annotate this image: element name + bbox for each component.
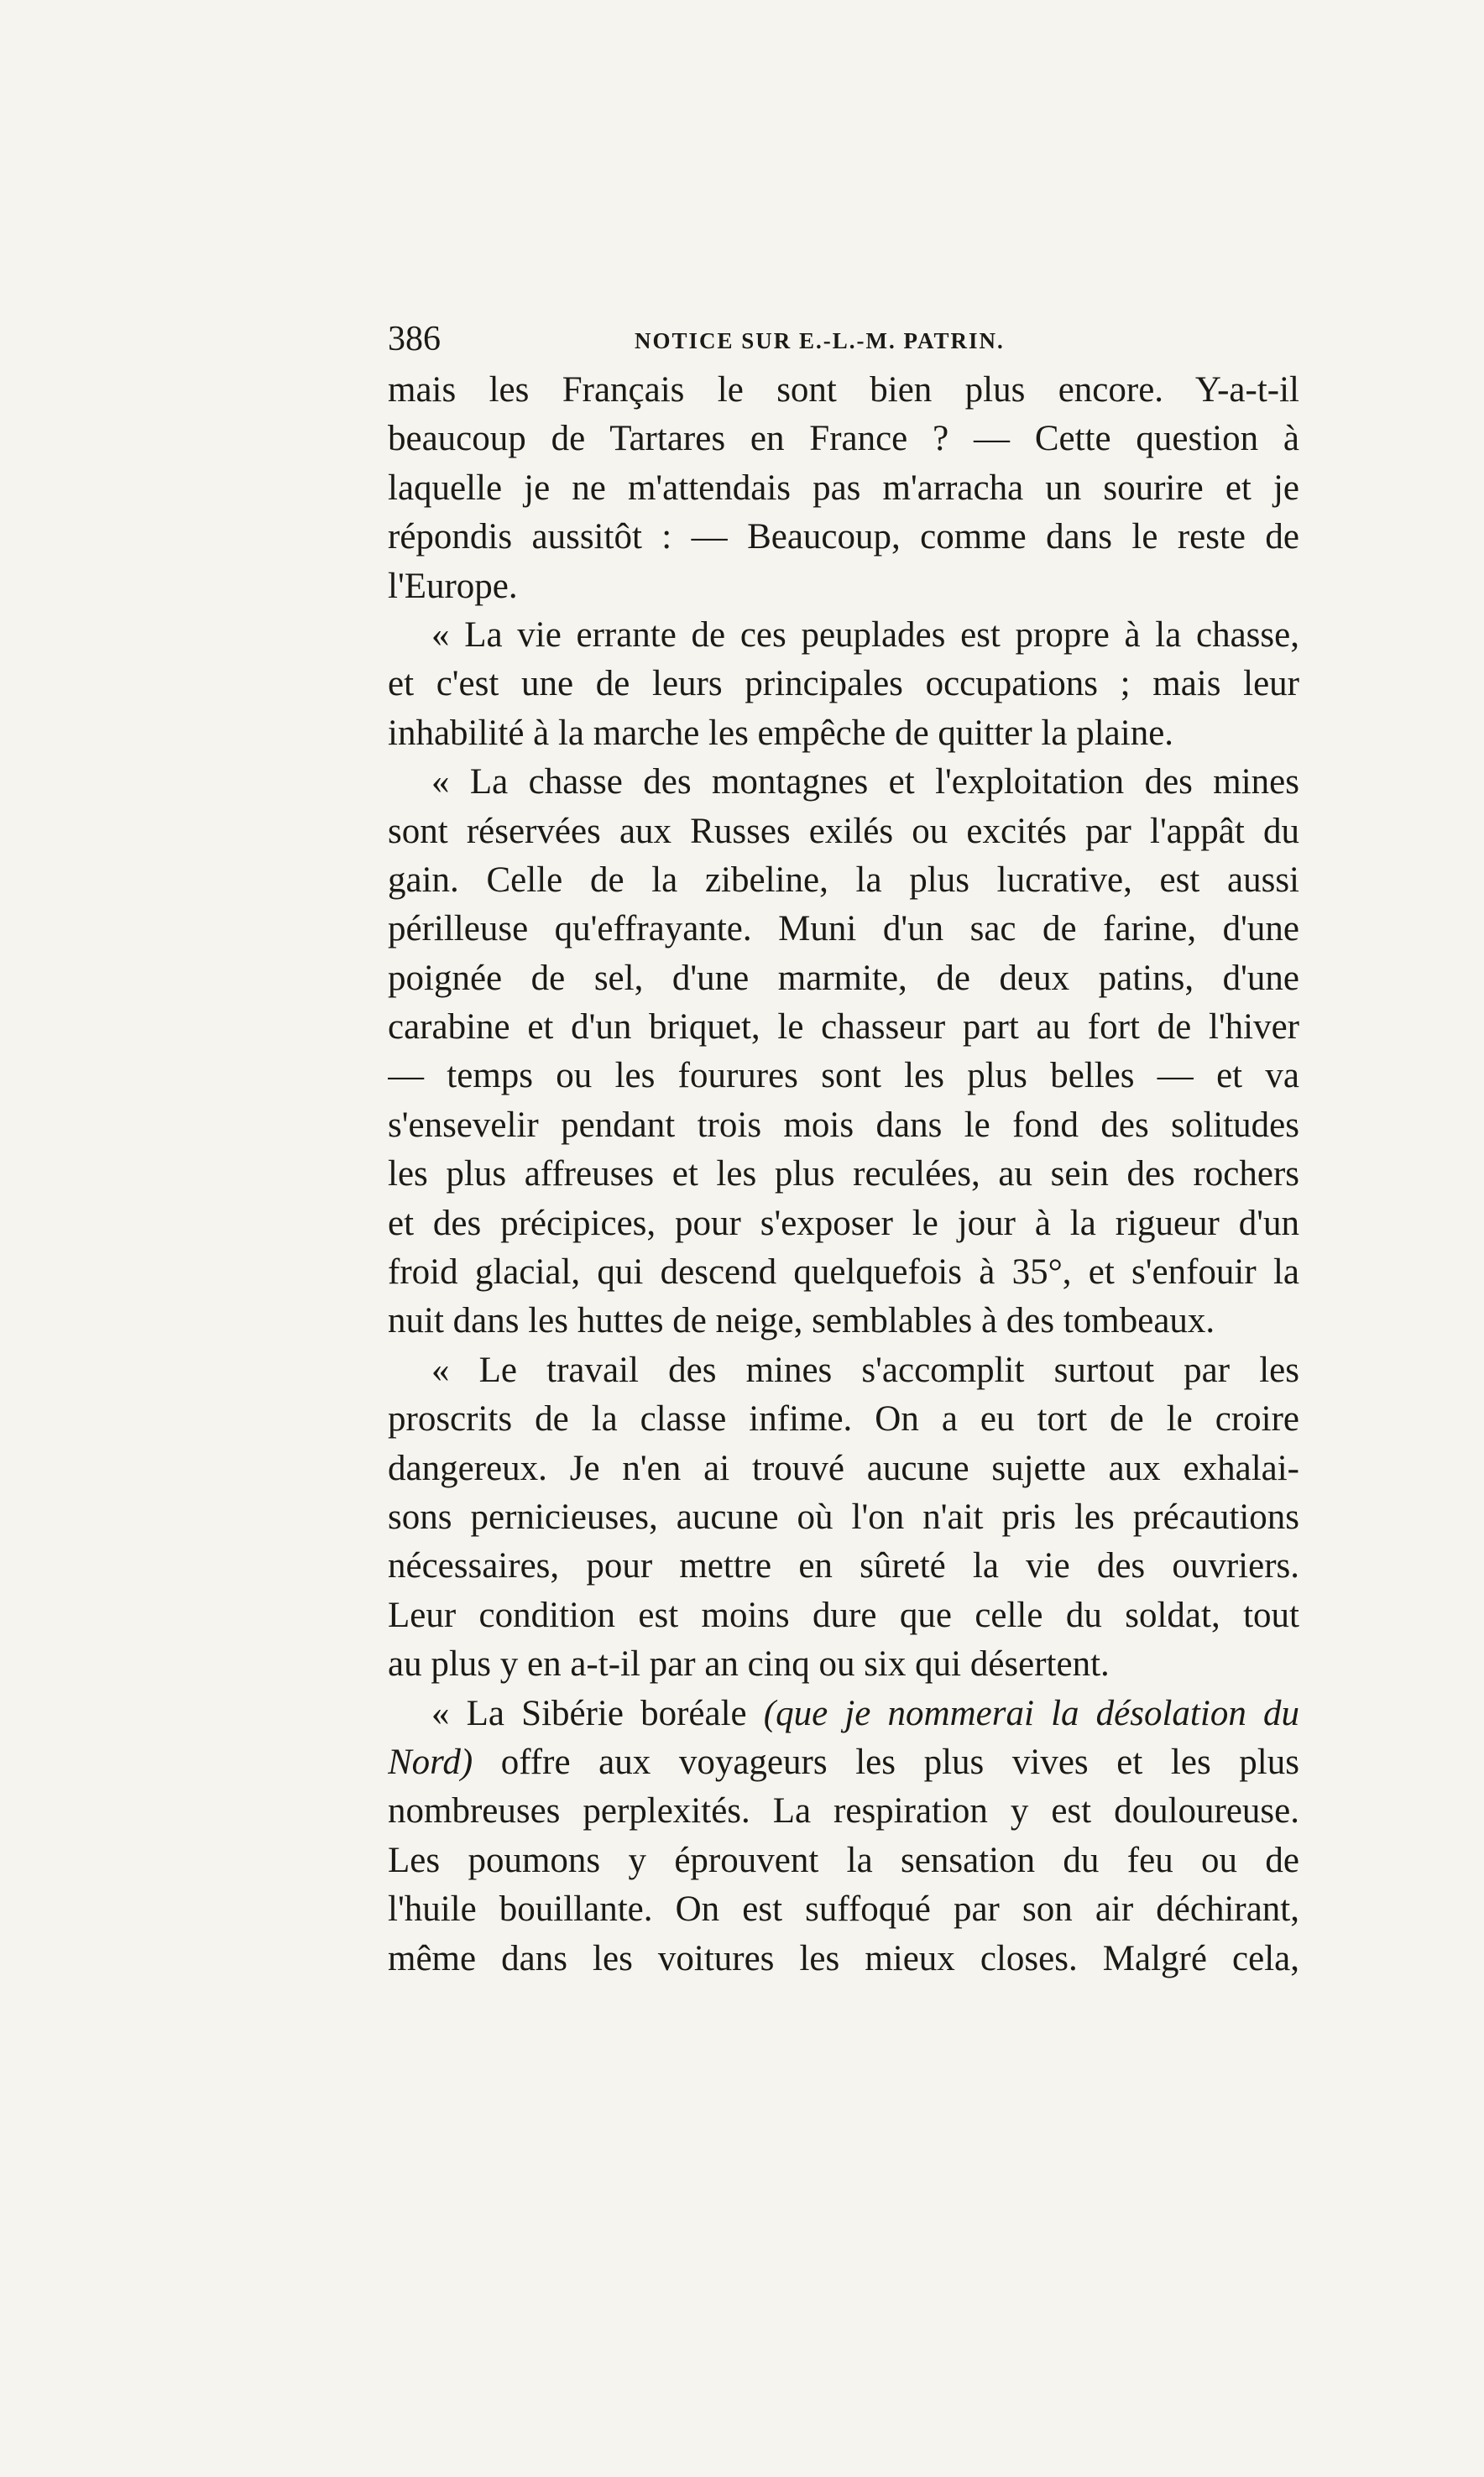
text-line: l'huile bouillante. On est suffoqué par son air déchirant,	[388, 1889, 1299, 1930]
text-run: offre aux voyageurs les plus vives et les plus	[473, 1742, 1299, 1782]
text-line: laquelle je ne m'attendais pas m'arracha un sourire et je	[388, 468, 1299, 508]
text-line: gain. Celle de la zibeline, la plus lucrative, est aussi	[388, 860, 1299, 900]
text-line: sont réservées aux Russes exilés ou excités par l'appât du	[388, 811, 1299, 851]
page-header	[388, 314, 1299, 364]
text-line: au plus y en a-t-il par an cinq ou six qui désertent.	[388, 1644, 1110, 1685]
text-line: et des précipices, pour s'exposer le jour à la rigueur d'un	[388, 1203, 1299, 1243]
paragraph-4	[388, 1346, 1299, 1690]
text-line: Leur condition est moins dure que celle du soldat, tout	[388, 1595, 1299, 1635]
text-line	[388, 1690, 1299, 1738]
text-line: proscrits de la classe infime. On a eu tort de le croire	[388, 1399, 1299, 1440]
text-line: « La vie errante de ces peuplades est propre à la chasse,	[431, 614, 1299, 655]
paragraph-5	[388, 1690, 1299, 1983]
body-text	[388, 366, 1299, 1983]
text-line: nombreuses perplexités. La respiration y est douloureuse.	[388, 1791, 1299, 1832]
text-line: les plus affreuses et les plus reculées, au sein des rochers	[388, 1154, 1299, 1194]
text-line: dangereux. Je n'en ai trouvé aucune sujette aux exhalai-	[388, 1448, 1299, 1488]
paragraph-1	[388, 366, 1299, 611]
text-line: — temps ou les fourures sont les plus belles — et va	[388, 1056, 1299, 1096]
paragraph-2	[388, 611, 1299, 758]
text-line: froid glacial, qui descend quelquefois à 35°, et s'enfouir la	[388, 1252, 1299, 1293]
text-line: poignée de sel, d'une marmite, de deux patins, d'une	[388, 958, 1299, 998]
text-line: nécessaires, pour mettre en sûreté la vie des ouvriers.	[388, 1546, 1299, 1586]
text-line: inhabilité à la marche les empêche de quitter la plaine.	[388, 713, 1174, 753]
text-line: répondis aussitôt : — Beaucoup, comme dans le reste de	[388, 517, 1299, 557]
text-line: « La chasse des montagnes et l'exploitation des mines	[431, 762, 1299, 802]
paragraph-3	[388, 758, 1299, 1346]
text-line	[388, 1738, 1299, 1787]
text-line: « Le travail des mines s'accomplit surtout par les	[431, 1350, 1299, 1390]
running-head: NOTICE SUR E.-L.-M. PATRIN.	[635, 328, 1005, 353]
text-line: même dans les voitures les mieux closes. Malgré cela,	[388, 1938, 1299, 1978]
text-line: beaucoup de Tartares en France ? — Cette question à	[388, 419, 1299, 459]
text-line: sons pernicieuses, aucune où l'on n'ait pris les précautions	[388, 1497, 1299, 1537]
text-line: s'ensevelir pendant trois mois dans le fond des solitudes	[388, 1105, 1299, 1145]
text-line: et c'est une de leurs principales occupations ; mais leur	[388, 664, 1299, 704]
text-line: l'Europe.	[388, 566, 518, 606]
italic-run: Nord)	[388, 1742, 473, 1782]
text-run: « La Sibérie boréale	[431, 1693, 764, 1733]
text-line: périlleuse qu'effrayante. Muni d'un sac de farine, d'une	[388, 909, 1299, 949]
text-line: carabine et d'un briquet, le chasseur part au fort de l'hiver	[388, 1007, 1299, 1048]
text-line: Les poumons y éprouvent la sensation du feu ou de	[388, 1840, 1299, 1880]
text-line: nuit dans les huttes de neige, semblables à des tombeaux.	[388, 1301, 1215, 1341]
page-number: 386	[388, 320, 441, 358]
text-line: mais les Français le sont bien plus encore. Y-a-t-il	[388, 370, 1299, 410]
italic-run: (que je nommerai la désolation du	[763, 1693, 1299, 1733]
